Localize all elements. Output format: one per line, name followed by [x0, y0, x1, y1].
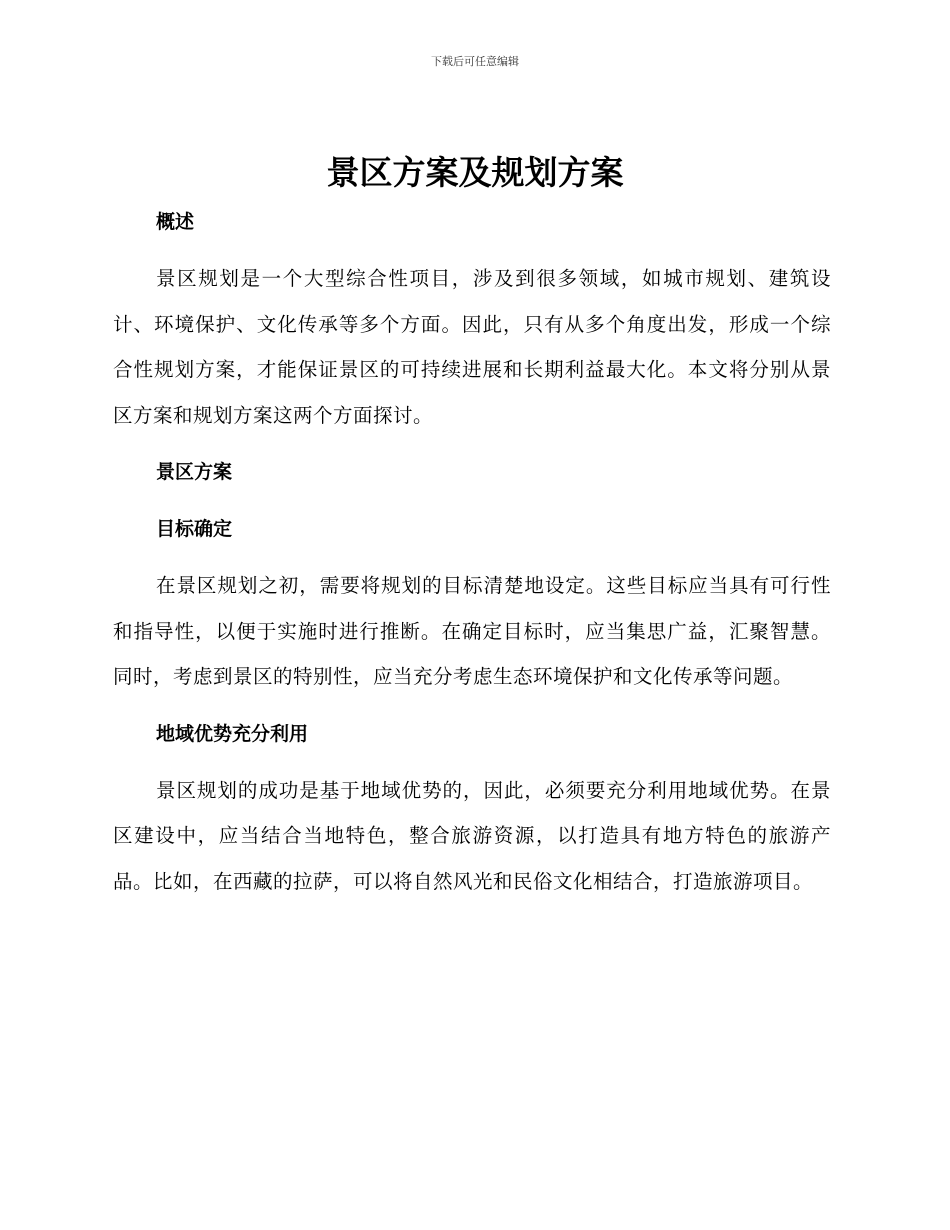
header-note: 下载后可任意编辑: [431, 55, 519, 68]
goal-heading: 目标确定: [156, 518, 233, 540]
overview-heading: 概述: [156, 211, 195, 233]
advantage-paragraph: 景区规划的成功是基于地域优势的，因此，必须要充分利用地域优势。在景区建设中，应当结合当地特色，整合旅游资源，以打造具有地方特色的旅游产品。比如，在西藏的拉萨，可以将自然风光和民俗文化相结合，打造旅游项目。: [113, 778, 831, 893]
document-title: 景区方案及规划方案: [326, 153, 624, 192]
advantage-heading: 地域优势充分利用: [156, 722, 309, 745]
document-body: [113, 199, 831, 904]
scenic-plan-heading: 景区方案: [156, 461, 233, 483]
goal-paragraph: 在景区规划之初，需要将规划的目标清楚地设定。这些目标应当具有可行性和指导性，以便于实施时进行推断。在确定目标时，应当集思广益，汇聚智慧。同时，考虑到景区的特别性，应当充分考虑生态环境保护和文化传承等问题。: [113, 574, 831, 688]
overview-paragraph: 景区规划是一个大型综合性项目，涉及到很多领域，如城市规划、建筑设计、环境保护、文化传承等多个方面。因此，只有从多个角度出发，形成一个综合性规划方案，才能保证景区的可持续进展和长期利益最大化。本文将分别从景区方案和规划方案这两个方面探讨。: [113, 267, 831, 427]
